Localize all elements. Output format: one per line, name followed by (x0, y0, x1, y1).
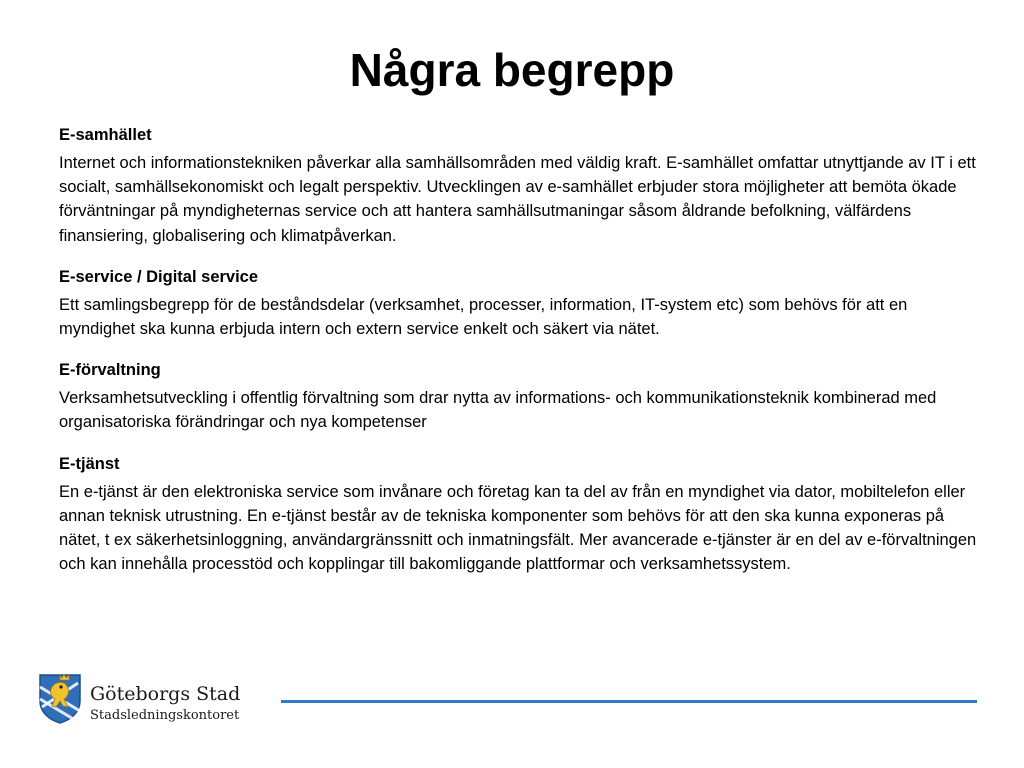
term-heading: E-förvaltning (59, 361, 161, 380)
org-logo (38, 673, 258, 733)
term-definition: En e-tjänst är den elektroniska service som invånare och företag kan ta del av från en myndighet via dator, mobiltelefon eller annan teknisk utrustning. En e-tjänst består av de tekniska komponenter som behövs för att den ska kunna exponeras på nätet, t ex säkerhetsinloggning, användargränssnitt och inmatningsfält. Mer avancerade e-tjänster är en del av e-förvaltningen och kan innehålla processtöd och kopplingar till bakomliggande plattformar och verksamhetssystem. (59, 482, 977, 574)
term-heading: E-samhället (59, 126, 152, 144)
term-e-tjanst (59, 453, 979, 577)
term-e-samhallet (59, 124, 979, 248)
term-e-service (59, 266, 979, 341)
term-list (59, 124, 979, 594)
city-coat-of-arms-icon (38, 673, 82, 725)
term-heading: E-service / Digital service (59, 267, 259, 286)
org-unit: Stadsledningskontoret (90, 708, 240, 723)
term-definition: Ett samlingsbegrepp för de beståndsdelar (verksamhet, processer, information, IT-system etc) som behövs för att en myndighet ska kunna erbjuda intern och extern service enkelt och säkert via nätet. (59, 295, 908, 339)
term-heading: E-tjänst (59, 454, 120, 473)
footer-divider (281, 700, 977, 703)
term-e-forvaltning (59, 359, 979, 434)
slide-title: Några begrepp (349, 44, 675, 96)
term-definition: Internet och informationstekniken påverkar alla samhällsområden med väldig kraft. E-samhället omfattar utnyttjande av IT i ett socialt, samhällsekonomiskt och legalt perspektiv. Utvecklingen av e-samhället erbjuder stora möjligheter att bemöta ökade förväntningar på myndigheternas service och att hantera samhällsutmaningar såsom åldrande befolkning, välfärdens finansiering, globalisering och klimatpåverkan. (59, 154, 976, 245)
term-definition: Verksamhetsutveckling i offentlig förvaltning som drar nytta av informations- och kommunikationsteknik kombinerad med organisatoriska förändringar och nya kompetenser (59, 389, 937, 432)
org-name: Göteborgs Stad (90, 683, 241, 705)
